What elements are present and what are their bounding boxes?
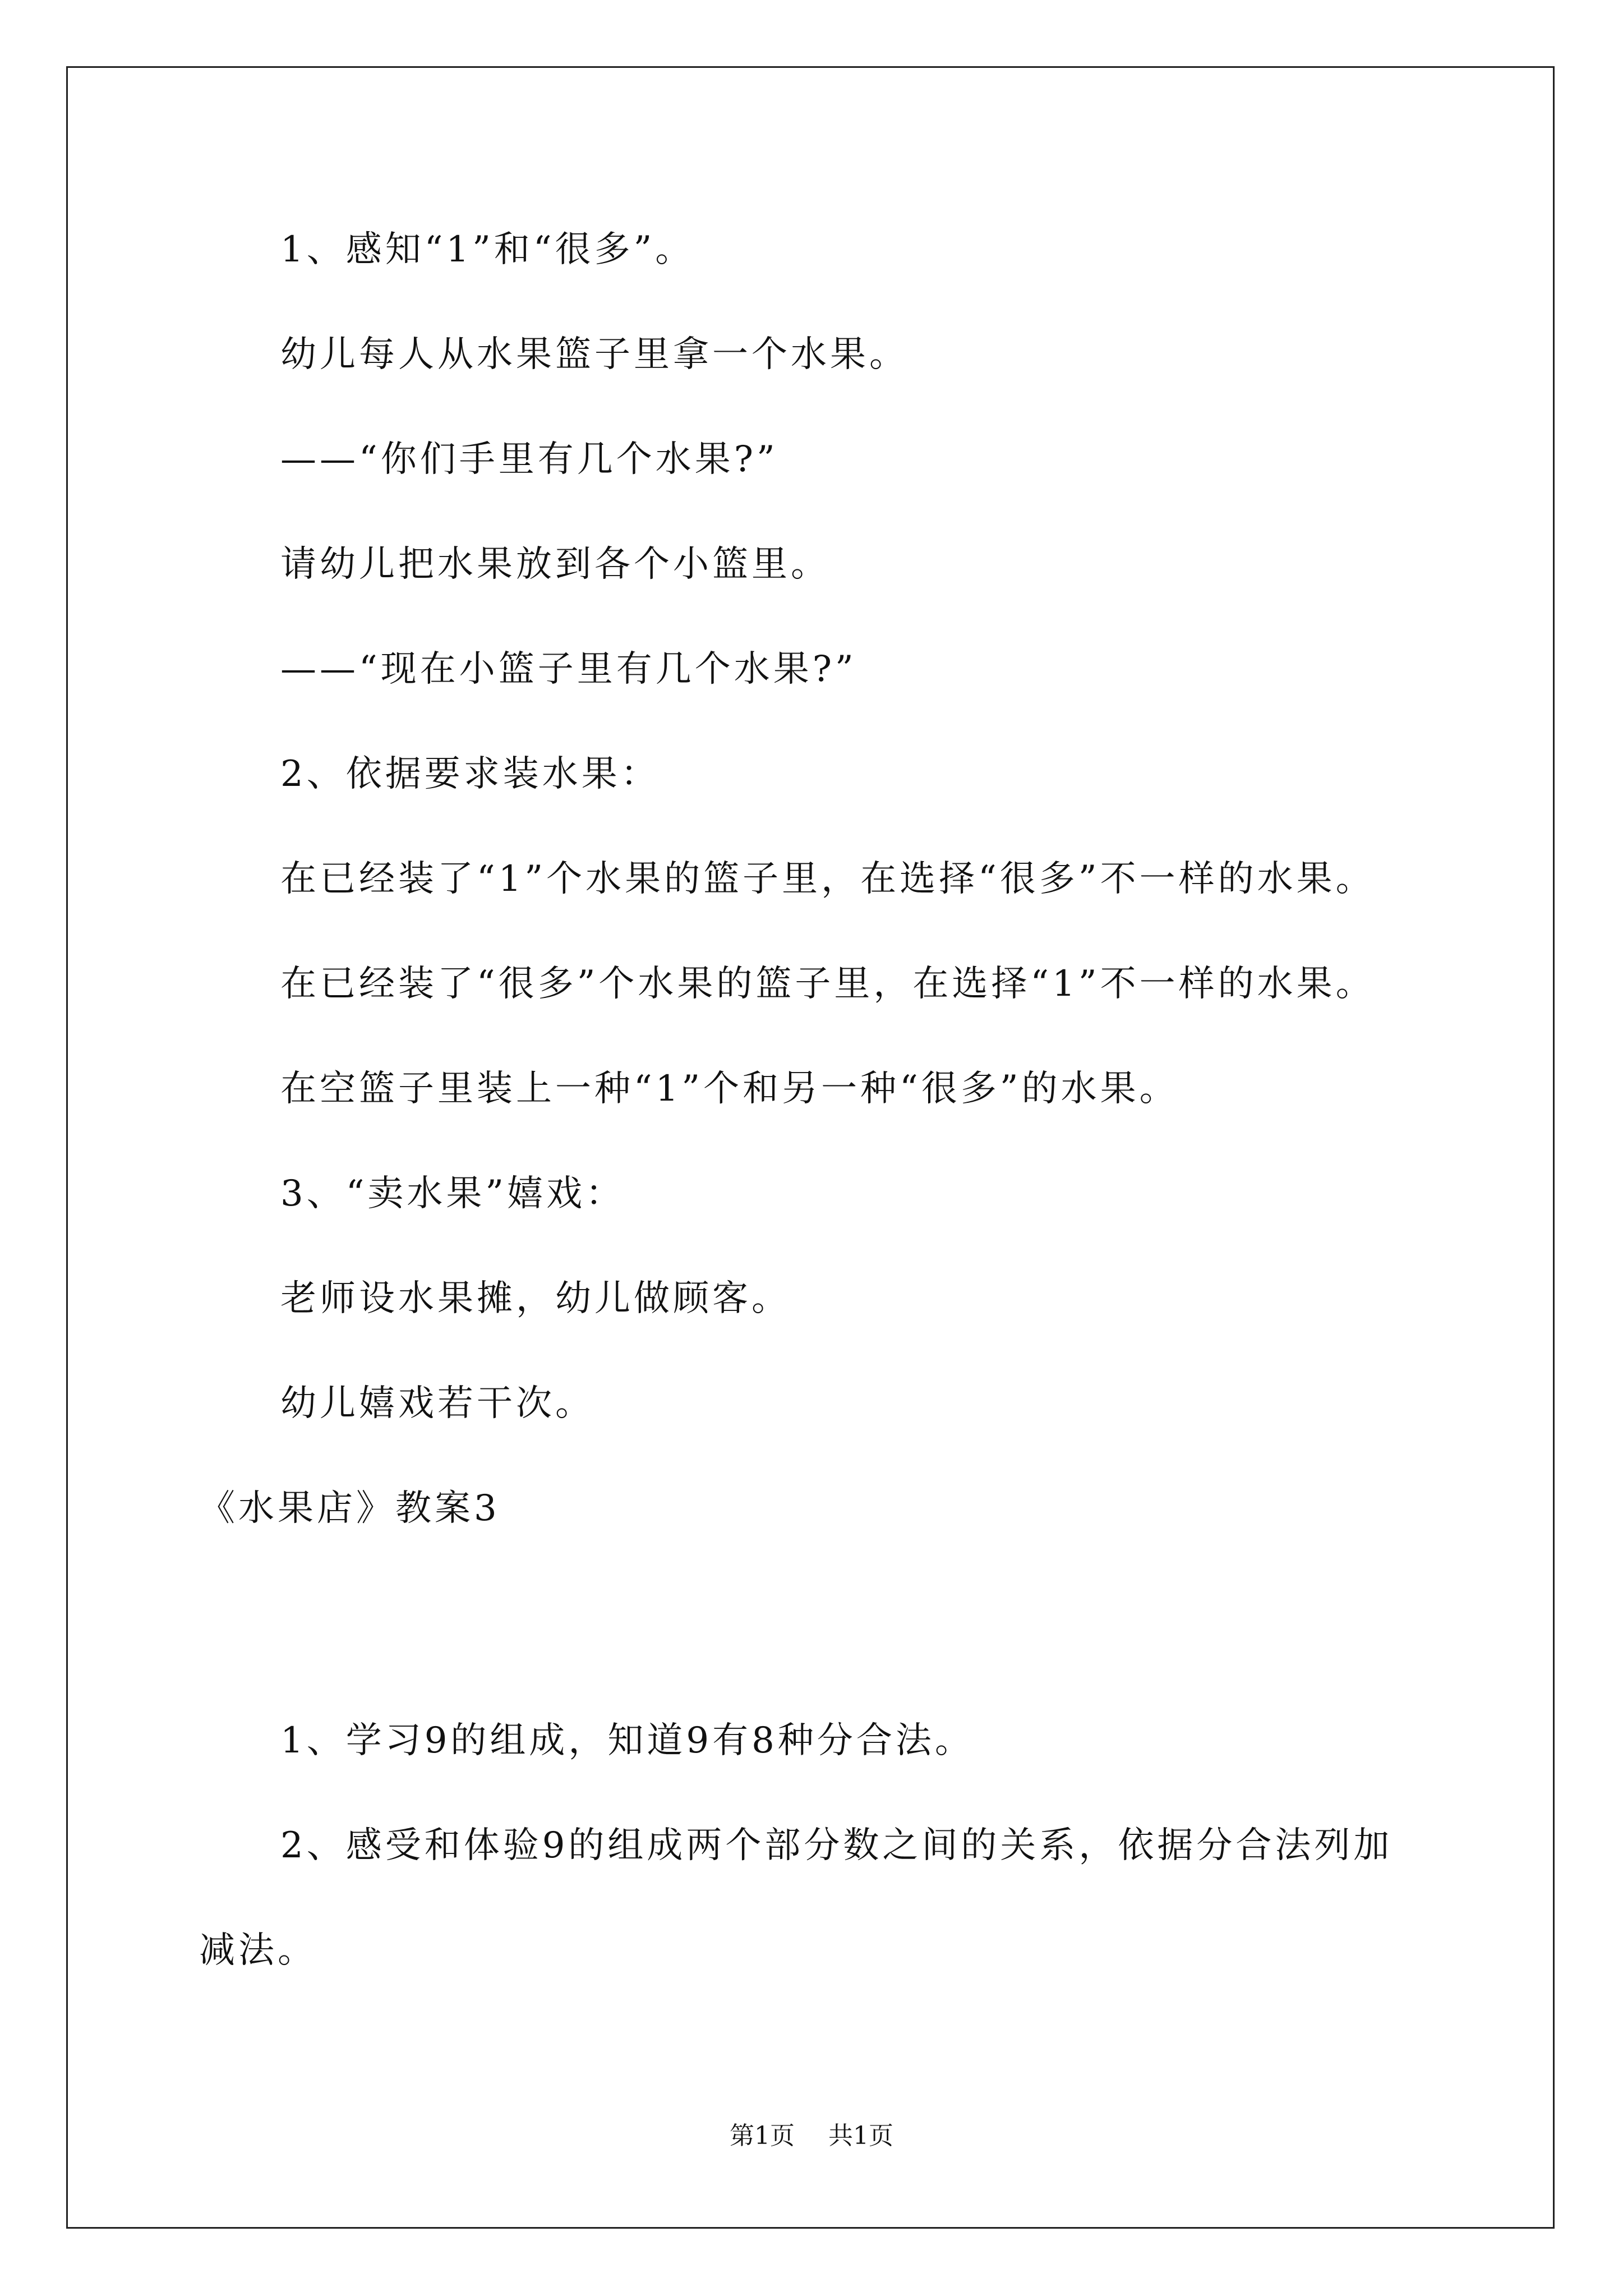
paragraph-2: 幼儿每人从水果篮子里拿一个水果。 bbox=[280, 334, 909, 375]
paragraph-5: ——“现在小篮子里有几个水果?” bbox=[280, 648, 857, 690]
objective-1: 1、学习9的组成，知道9有8种分合法。 bbox=[280, 1720, 974, 1761]
section-title: 《水果店》教案3 bbox=[199, 1488, 500, 1529]
page-border bbox=[66, 66, 1555, 2229]
paragraph-8: 在已经装了“很多”个水果的篮子里，在选择“1”不一样的水果。 bbox=[280, 963, 1375, 1005]
paragraph-9: 在空篮子里装上一种“1”个和另一种“很多”的水果。 bbox=[280, 1068, 1179, 1110]
paragraph-11: 老师设水果摊，幼儿做顾客。 bbox=[280, 1278, 791, 1319]
paragraph-7: 在已经装了“1”个水果的篮子里，在选择“很多”不一样的水果。 bbox=[280, 858, 1375, 900]
paragraph-12: 幼儿嬉戏若干次。 bbox=[280, 1383, 594, 1424]
page-total: 共1页 bbox=[828, 2122, 893, 2150]
paragraph-6: 2、依据要求装水果： bbox=[280, 753, 660, 795]
page-footer bbox=[0, 2120, 1623, 2152]
paragraph-4: 请幼儿把水果放到各个小篮里。 bbox=[280, 544, 830, 585]
objective-2: 2、感受和体验9的组成两个部分数之间的关系，依据分合法列加 bbox=[280, 1825, 1393, 1866]
paragraph-3: ——“你们手里有几个水果?” bbox=[280, 439, 778, 480]
objective-2-continued: 减法。 bbox=[199, 1930, 317, 1971]
paragraph-10: 3、“卖水果”嬉戏： bbox=[280, 1173, 625, 1214]
page-number: 第1页 bbox=[730, 2122, 795, 2150]
paragraph-1: 1、感知“1”和“很多”。 bbox=[280, 229, 695, 270]
